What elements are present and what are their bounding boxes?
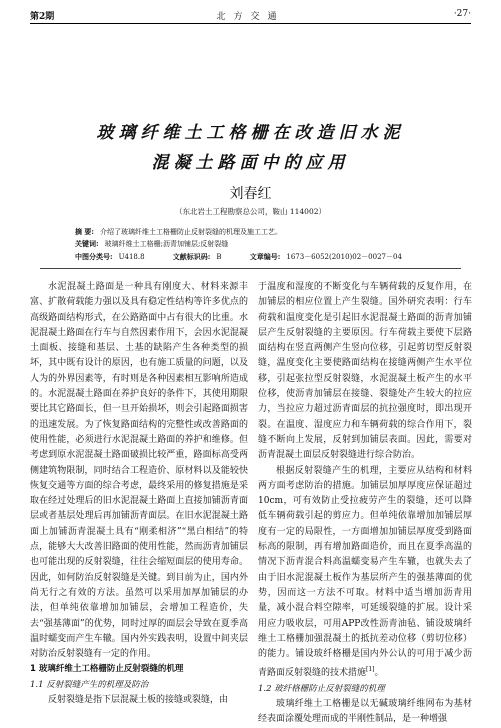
left-column (30, 280, 248, 708)
article-number-value: 1673－6052(2010)02－0027－04 (286, 253, 402, 261)
keywords-label: 关键词: (75, 239, 99, 248)
doc-code-value: B (216, 253, 222, 261)
body-paragraph: 于温度和湿度的不断变化与车辆荷载的反复作用，在加铺层的相应位置上产生裂缝。国外研究表明：行车荷载和温度变化是引起旧水泥混凝土路面的沥青加铺层产生反射裂缝的主要原因。行车荷载主要使下层路面结构在竖直两侧产生竖向位移，引起剪切型反射裂缝，温度变化主要使路面结构在接缝两侧产生水平位移，引起张拉型反射裂缝，水泥混凝土板产生的水平位移，使沥青加铺层在接缝、裂缝处产生较大的拉应力，当拉应力超过沥青面层的抗拉强度时，即出现开裂。在温度、湿度应力和车辆荷载的综合作用下，裂缝不断向上发展，反射到加铺层表面。因此，需要对沥青混凝土面层反射裂缝进行综合防治。 (258, 282, 472, 461)
subsection-heading: 1.2 玻纤格栅防止反射裂缝的机理 (258, 683, 385, 694)
article-title-line-2: 混凝土路面中的应用 (151, 153, 350, 173)
paragraph-end: 。 (374, 668, 384, 679)
clc-value: U418.8 (118, 253, 145, 261)
right-column (258, 280, 472, 728)
doc-code-label: 文献标识码: (172, 252, 211, 261)
meta-divider (40, 268, 461, 269)
author-affiliation: （东北岩土工程勘察总公司，鞍山 114002） (174, 207, 326, 216)
abstract (75, 226, 441, 238)
body-paragraph (258, 464, 472, 682)
paragraph-text: 根据反射裂缝产生的机理，主要应从结构和材料两方面考虑防治的措施。加铺层加厚厚度应保证超过10cm，可有效防止受拉疲劳产生的裂缝，还可以降低车辆荷载引起的剪应力。但单纯依靠增加加铺层厚度有一定的局限性，一方面增加加铺层厚度受到路面标高的限制，再有增加路面造价，而且在夏季高温的情况下沥青混合料高温蠕变易产生车辙，也就失去了由于旧水泥混凝土板作为基层所产生的强基薄面的优势，因而这一方法不可取。材料中适当增加沥青用量，减小混合料空隙率，可延缓裂缝的扩展。设计采用应力吸收层，可用APP改性沥青油毡、铺设玻璃纤维土工格栅加强混凝土的抵抗差动位移（剪切位移）的能力。铺设玻纤格栅是国内外公认的可用于减少沥青路面反射裂缝的技术措施 (258, 465, 472, 679)
keywords-text: 玻璃纤维土工格栅;沥青加铺层;反射裂缝 (104, 240, 229, 248)
article-title-line-1: 玻璃纤维土工格栅在改造旧水泥 (96, 123, 405, 143)
body-paragraph: 玻璃纤维土工格栅是以无碱玻璃纤维网布为基材经表面涂覆处理而成的半刚性制品，是一种增强 (258, 699, 472, 725)
header-rule (30, 23, 471, 24)
article-number-label: 文章编号: (249, 252, 281, 261)
abstract-text: 介绍了玻璃纤维土工格栅防止反射裂缝的机理及施工工艺。 (100, 228, 283, 236)
section-heading: 1 玻璃纤维土工格栅防止反射裂缝的机理 (30, 664, 184, 675)
classification-line (75, 251, 441, 263)
body-paragraph: 反射裂缝是指下层混凝土板的接缝或裂缝，由 (48, 695, 229, 706)
page-number: ·27· (453, 9, 471, 19)
abstract-label: 摘 要: (75, 227, 95, 236)
running-header (0, 0, 501, 26)
subsection-heading: 1.1 反射裂缝产生的机理及防治 (30, 679, 149, 690)
keywords (75, 238, 441, 250)
body-paragraph: 水泥混凝土路面是一种具有刚度大、材料来源丰富、扩散荷载能力强以及具有稳定性结构等许多优点的高级路面结构形式，在公路路面中占有很大的比重。水泥混凝土路面在行车与自然因素作用下，会因水泥混凝土面板、接缝和基层、土基的缺陷产生各种类型的损坏，其中既有设计的原因，也有施工质量的问题，以及人为的外界因素等，有时则是各种因素相互影响所造成的。水泥混凝土路面在养护良好的条件下，其使用期限要比其它路面长，但一旦开始损坏，则会引起路面损害的迅速发展。为了恢复路面结构的完整性或改善路面的使用性能，必须进行水泥混凝土路面的养护和维修。但考虑到原水泥混凝土路面破损比较严重，路面标高受两侧建筑物限制，同时结合工程造价、原材料以及能较快恢复交通等方面的综合考虑，最终采用的修复措施是采取在经过处理后的旧水泥混凝土路面上直接加铺沥青面层或者基层处理后再加铺沥青面层。在旧水泥混凝土路面上加铺沥青混凝土具有“刚柔相济”“黑白相结”的特点，能够大大改善旧路面的使用性能，然而沥青加铺层也可能出现的反射裂缝，往往会缩短面层的使用寿命。因此，如何防治反射裂缝是关键。到目前为止，国内外尚无行之有效的方法。虽然可以采用加厚加铺层的办法，但单纯依靠增加加铺层，会增加工程造价，失去“强基薄面”的优势，同时过厚的面层会导致在夏季高温时蠕变而产生车辙。国内外实践表明，设置中间夹层对防治反射裂缝有一定的作用。 (30, 282, 248, 660)
author-name: 刘春红 (229, 186, 272, 202)
journal-name: 北方交通 (216, 12, 285, 22)
issue-number: 第2期 (30, 12, 55, 22)
clc-label: 中图分类号: (75, 252, 113, 261)
reference-marker: [1] (366, 666, 375, 674)
